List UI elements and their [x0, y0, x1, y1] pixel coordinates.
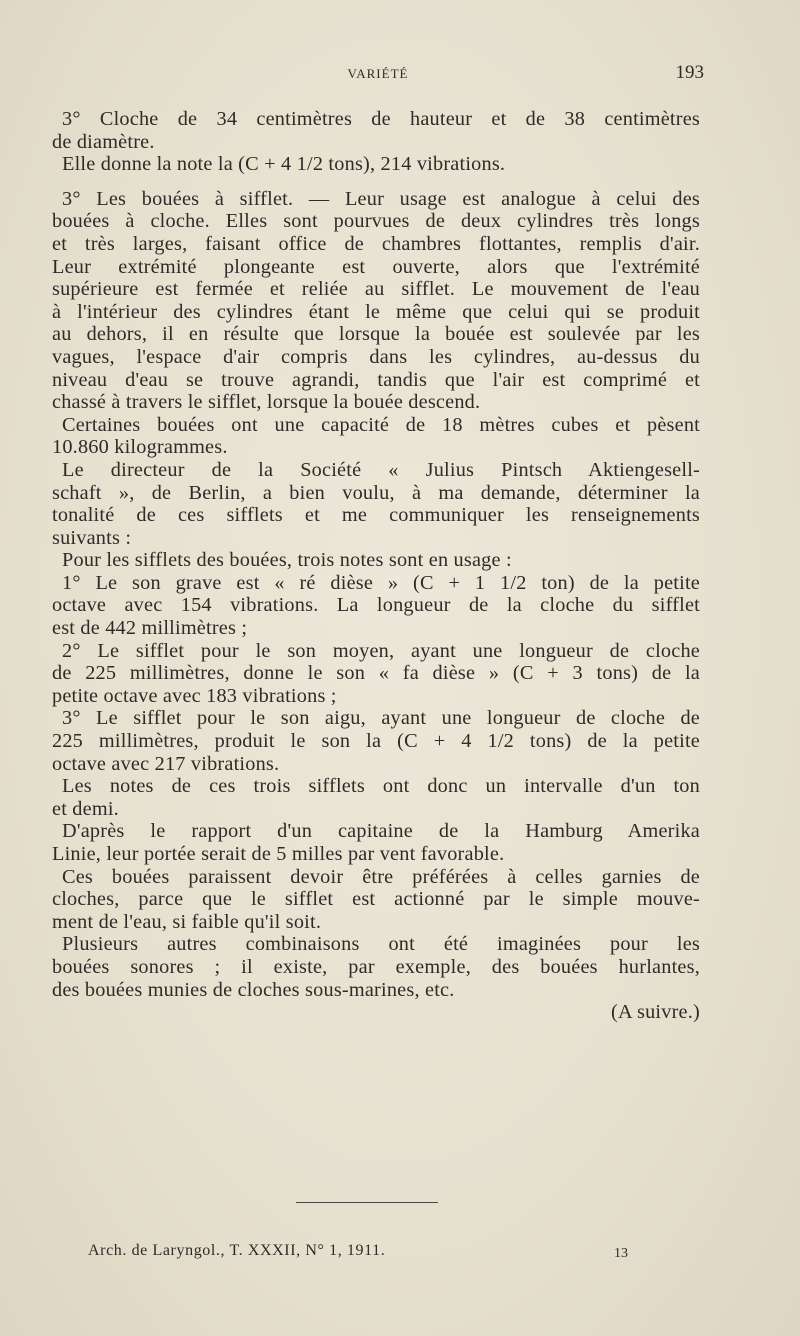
text-line: cloches, parce que le sifflet est actionné par le simple mouve-	[52, 888, 700, 911]
text-line: de 225 millimètres, donne le son « fa dièse » (C + 3 tons) de la	[52, 662, 700, 685]
text-line: niveau d'eau se trouve agrandi, tandis que l'air est comprimé et	[52, 368, 700, 391]
text-line: petite octave avec 183 vibrations ;	[52, 684, 337, 707]
text-line: et demi.	[52, 797, 119, 820]
text-line: 3° Le sifflet pour le son aigu, ayant une longueur de cloche de	[62, 707, 700, 730]
text-line: Plusieurs autres combinaisons ont été imaginées pour les	[62, 933, 700, 956]
end-rule	[296, 1202, 438, 1203]
running-title: VARIÉTÉ	[347, 66, 409, 81]
text-line: Leur extrémité plongeante est ouverte, alors que l'extrémité	[52, 255, 700, 278]
text-line: bouées à cloche. Elles sont pourvues de deux cylindres très longs	[52, 210, 700, 233]
text-line: chassé à travers le sifflet, lorsque la bouée descend.	[52, 391, 481, 414]
text-line: bouées sonores ; il existe, par exemple, des bouées hurlantes,	[52, 955, 700, 978]
running-head	[52, 62, 704, 86]
text-line: Les notes de ces trois sifflets ont donc un intervalle d'un ton	[62, 775, 700, 798]
text-line: octave avec 154 vibrations. La longueur de la cloche du sifflet	[52, 594, 700, 617]
text-line: supérieure est fermée et reliée au sifflet. Le mouvement de l'eau	[52, 278, 700, 301]
text-line: tonalité de ces sifflets et me communiquer les renseignements	[52, 504, 700, 527]
page-number: 193	[675, 62, 704, 83]
text-line: 225 millimètres, produit le son la (C + 4 1/2 tons) de la petite	[52, 730, 700, 753]
text-line: D'après le rapport d'un capitaine de la Hamburg Amerika	[62, 820, 700, 843]
text-line: des bouées munies de cloches sous-marines, etc.	[52, 978, 455, 1001]
text-line: Certaines bouées ont une capacité de 18 mètres cubes et pèsent	[62, 413, 700, 436]
text-line: Elle donne la note la (C + 4 1/2 tons), 214 vibrations.	[62, 153, 506, 176]
text-line: 2° Le sifflet pour le son moyen, ayant une longueur de cloche	[62, 639, 700, 662]
body-text	[52, 108, 700, 1024]
signature-mark: 13	[614, 1246, 628, 1261]
text-line: 3° Cloche de 34 centimètres de hauteur et de 38 centimètres	[62, 108, 700, 130]
text-line: Ces bouées paraissent devoir être préférées à celles garnies de	[62, 865, 700, 888]
text-line: octave avec 217 vibrations.	[52, 752, 280, 775]
footer-citation: Arch. de Laryngol., T. XXXII, N° 1, 1911.	[88, 1242, 386, 1259]
text-line: 10.860 kilogrammes.	[52, 436, 228, 459]
text-line: est de 442 millimètres ;	[52, 617, 248, 640]
text-line: de diamètre.	[52, 130, 155, 153]
text-line: à l'intérieur des cylindres étant le même que celui qui se produit	[52, 300, 700, 323]
text-line: 1° Le son grave est « ré dièse » (C + 1 1/2 ton) de la petite	[62, 571, 700, 594]
text-line: et très larges, faisant office de chambres flottantes, remplis d'air.	[52, 232, 700, 255]
text-line: (A suivre.)	[611, 1001, 700, 1024]
text-line: Pour les sifflets des bouées, trois notes sont en usage :	[62, 549, 512, 572]
text-line: suivants :	[52, 526, 132, 549]
text-line: au dehors, il en résulte que lorsque la bouée est soulevée par les	[52, 323, 700, 346]
text-line: 3° Les bouées à sifflet. — Leur usage est analogue à celui des	[62, 187, 700, 210]
text-line: ment de l'eau, si faible qu'il soit.	[52, 910, 322, 933]
text-line: vagues, l'espace d'air compris dans les cylindres, au-dessus du	[52, 345, 700, 368]
text-line: Linie, leur portée serait de 5 milles par vent favorable.	[52, 843, 505, 865]
text-line: Le directeur de la Société « Julius Pintsch Aktiengesell-	[62, 458, 700, 481]
text-line: schaft », de Berlin, a bien voulu, à ma demande, déterminer la	[52, 481, 700, 504]
page-footer	[88, 1242, 628, 1266]
